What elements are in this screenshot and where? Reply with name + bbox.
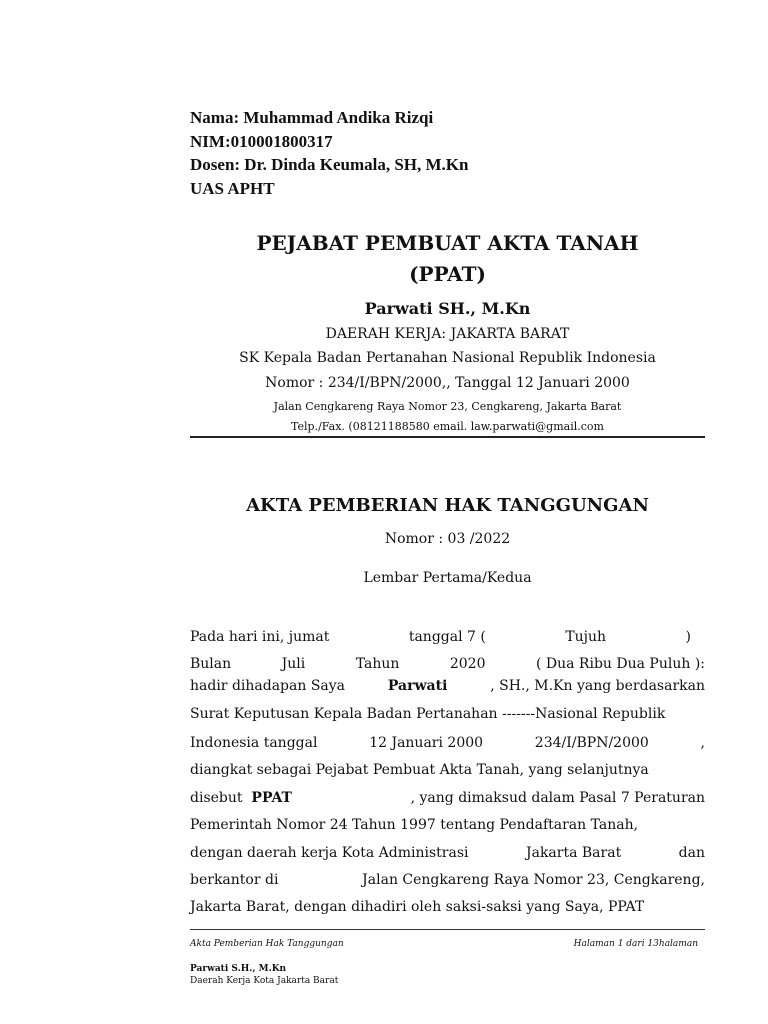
body-line-7 xyxy=(190,790,705,806)
office-contact: Telp./Fax. (08121188580 email. law.parwati@gmail.com xyxy=(291,420,604,433)
body-text: tanggal 7 ( xyxy=(408,629,486,645)
sk-reference: SK Kepala Badan Pertanahan Nasional Republik Indonesia xyxy=(239,350,656,366)
deed-sheet: Lembar Pertama/Kedua xyxy=(363,570,532,586)
body-text: , SH., M.Kn yang berdasarkan xyxy=(490,678,705,694)
footer-divider xyxy=(190,929,705,930)
body-text: , xyxy=(700,735,705,751)
body-text xyxy=(190,790,292,806)
footer-ppat-name: Parwati S.H., M.Kn xyxy=(190,964,287,974)
body-line-5 xyxy=(190,735,705,751)
body-text: Tujuh xyxy=(565,629,607,645)
body-text: Jalan Cengkareng Raya Nomor 23, Cengkareng, xyxy=(362,872,705,888)
student-nim: NIM:010001800317 xyxy=(190,132,333,151)
body-line-1 xyxy=(190,629,705,645)
course-name: UAS APHT xyxy=(190,179,275,198)
body-text: diangkat sebagai Pejabat Pembuat Akta Tanah, yang selanjutnya xyxy=(190,762,649,778)
ppat-name: Parwati SH., M.Kn xyxy=(364,299,531,318)
body-line-8 xyxy=(190,817,705,833)
body-text: 2020 xyxy=(449,656,486,672)
body-bold-text: PPAT xyxy=(251,790,292,806)
body-text: Bulan xyxy=(190,656,232,672)
deed-title: AKTA PEMBERIAN HAK TANGGUNGAN xyxy=(246,495,649,516)
student-lecturer: Dosen: Dr. Dinda Keumala, SH, M.Kn xyxy=(190,155,469,174)
letterhead-divider xyxy=(190,436,705,438)
body-text: 12 Januari 2000 xyxy=(369,735,484,751)
body-text: Indonesia tanggal xyxy=(190,735,318,751)
letterhead-title-abbr: (PPAT) xyxy=(409,262,486,286)
footer-doc-title: Akta Pemberian Hak Tanggungan xyxy=(190,939,344,949)
body-text: Tahun xyxy=(355,656,400,672)
body-text: disebut xyxy=(190,790,243,806)
body-text: dan xyxy=(678,845,705,861)
work-area: DAERAH KERJA: JAKARTA BARAT xyxy=(325,326,570,342)
body-line-10 xyxy=(190,872,705,888)
body-text: 234/I/BPN/2000 xyxy=(534,735,649,751)
body-line-4 xyxy=(190,706,705,722)
sk-number: Nomor : 234/I/BPN/2000,, Tanggal 12 Januari 2000 xyxy=(265,375,630,391)
body-text: ( Dua Ribu Dua Puluh ): xyxy=(535,656,705,672)
body-text: ) xyxy=(685,629,691,645)
body-line-11 xyxy=(190,899,705,915)
body-text: Jakarta Barat xyxy=(525,845,622,861)
body-text: dengan daerah kerja Kota Administrasi xyxy=(190,845,469,861)
footer-work-area: Daerah Kerja Kota Jakarta Barat xyxy=(190,976,339,986)
body-bold-text: Parwati xyxy=(387,678,448,694)
body-text: Juli xyxy=(281,656,306,672)
body-line-9 xyxy=(190,845,705,861)
body-line-6 xyxy=(190,762,705,778)
footer-page-number: Halaman 1 dari 13halaman xyxy=(573,939,698,949)
body-text: Surat Keputusan Kepala Badan Pertanahan -------Nasional Republik xyxy=(190,706,666,722)
body-text: , yang dimaksud dalam Pasal 7 Peraturan xyxy=(410,790,705,806)
body-line-2 xyxy=(190,656,705,672)
body-line-3 xyxy=(190,678,705,694)
body-text: Pada hari ini, jumat xyxy=(190,629,330,645)
letterhead-title: PEJABAT PEMBUAT AKTA TANAH xyxy=(256,231,639,255)
body-text: Pemerintah Nomor 24 Tahun 1997 tentang Pendaftaran Tanah, xyxy=(190,817,639,833)
body-text: Jakarta Barat, dengan dihadiri oleh saksi-saksi yang Saya, PPAT xyxy=(190,899,645,915)
body-text: berkantor di xyxy=(190,872,279,888)
student-name: Nama: Muhammad Andika Rizqi xyxy=(190,108,434,127)
body-text: hadir dihadapan Saya xyxy=(190,678,346,694)
office-address: Jalan Cengkareng Raya Nomor 23, Cengkareng, Jakarta Barat xyxy=(273,400,622,413)
deed-number: Nomor : 03 /2022 xyxy=(384,531,511,547)
